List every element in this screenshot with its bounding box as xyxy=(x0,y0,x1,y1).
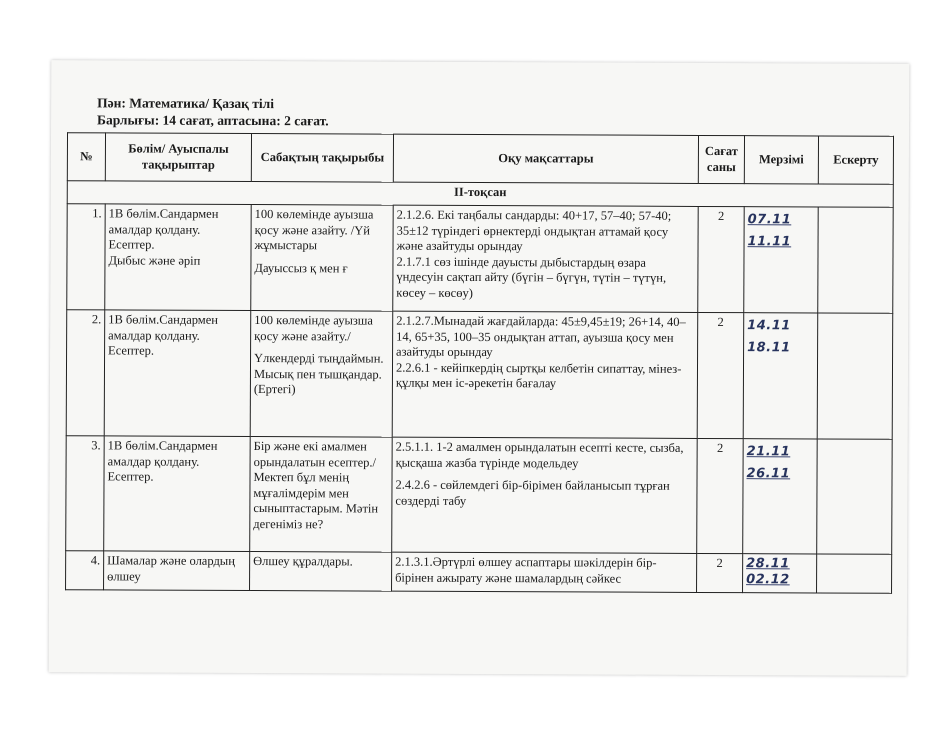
row-hours: 2 xyxy=(697,438,744,553)
col-header-topic: Сабақтың тақырыбы xyxy=(251,134,393,183)
lesson-plan-table xyxy=(65,132,894,594)
row-number: 1. xyxy=(67,204,105,310)
row-number: 4. xyxy=(66,551,104,590)
handwritten-date: 14.11 xyxy=(747,318,791,334)
row-section: 1В бөлім.Сандармен амалдар қолдану. Есептер. xyxy=(104,310,251,437)
document-page xyxy=(49,60,910,676)
row-section: Шамалар және олардың өлшеу xyxy=(104,551,250,591)
row-note xyxy=(817,439,893,554)
quarter-label: ІІ-тоқсан xyxy=(67,181,893,208)
document-header xyxy=(97,94,329,129)
row-number: 3. xyxy=(66,436,105,551)
row-topic: Бір және екі амалмен орындалатын есептер./ Мектеп бұл менің мұғалімдерім мен сыныптастарым. Мәтін дегеніміз не? xyxy=(250,437,393,553)
row-dates xyxy=(743,439,818,554)
table-row xyxy=(66,310,893,440)
table-header-row xyxy=(67,133,893,185)
row-hours: 2 xyxy=(698,206,744,312)
row-section: 1В бөлім.Сандармен амалдар қолдану. Есептер. xyxy=(104,436,251,552)
row-topic: Өлшеу құралдары. xyxy=(250,552,392,592)
table-row xyxy=(66,551,892,594)
row-objectives: 2.1.2.7.Мынадай жағдайларда: 45±9,45±19; 26+14, 40–14, 65+35, 100–35 ондықтан аттап, ауызша қосу мен азайтуды орындау 2.2.6.1 - кейіпкердің сыртқы келбетін сипаттау, мінез-құлқы мен іс-әрекетін бағалау xyxy=(392,311,698,438)
row-number: 2. xyxy=(66,310,105,436)
row-hours: 2 xyxy=(697,312,744,438)
row-note xyxy=(818,207,893,313)
handwritten-date: 26.11 xyxy=(746,466,791,482)
table-row xyxy=(66,436,892,555)
col-header-objectives: Оқу мақсаттары xyxy=(393,134,698,183)
row-objectives: 2.1.2.6. Екі таңбалы сандарды: 40+17, 57–40; 57-40; 35±12 түріндегі өрнектерді ондықтан аттамай қосу және азайтуды орындау 2.1.7.1 сөз ішінде дауысты дыбыстардың өзара үндесуін сақтап айту (бүгін – бүгүн, түтін – түтүн, көсеу – көсөу) xyxy=(393,205,698,312)
row-hours: 2 xyxy=(697,553,743,592)
col-header-section: Бөлім/ Ауыспалы тақырыптар xyxy=(105,133,251,182)
col-header-hours: Сағат саны xyxy=(698,135,744,183)
col-header-date: Мерзімі xyxy=(744,136,818,184)
handwritten-date: 02.12 xyxy=(746,572,790,588)
handwritten-date: 11.11 xyxy=(747,234,792,250)
row-topic: 100 көлемінде ауызша қосу және азайту./ Үлкендерді тыңдаймын. Мысық пен тышқандар. (Ертегі) xyxy=(250,311,393,438)
subject-line: Пән: Математика/ Қазақ тілі xyxy=(97,95,275,112)
handwritten-date: 07.11 xyxy=(747,212,792,228)
row-objectives: 2.5.1.1. 1-2 амалмен орындалатын есепті кесте, сызба, қысқаша жазба түрінде модельдеу 2.4.2.6 - сөйлемдегі бір-бірімен байланысып тұрған сөздерді табу xyxy=(392,437,697,553)
row-objectives: 2.1.3.1.Әртүрлі өлшеу аспаптары шәкілдерін бір-бірінен ажырату және шамалардың сәйкес xyxy=(392,552,697,592)
col-header-num: № xyxy=(67,133,105,181)
handwritten-date: 21.11 xyxy=(746,444,791,460)
handwritten-date: 18.11 xyxy=(747,340,791,356)
row-dates xyxy=(744,207,818,313)
hours-total-line: Барлығы: 14 сағат, аптасына: 2 сағат. xyxy=(97,112,329,129)
row-note xyxy=(817,313,893,439)
row-section: 1В бөлім.Сандармен амалдар қолдану. Есептер. Дыбыс және әріп xyxy=(105,204,251,311)
table-row xyxy=(67,204,893,314)
row-dates xyxy=(743,554,817,593)
row-dates xyxy=(743,313,818,439)
handwritten-date: 28.11 xyxy=(746,556,790,572)
row-topic: 100 көлемінде ауызша қосу және азайту. /Үй жұмыстары Дауыссыз қ мен ғ xyxy=(251,205,393,312)
row-note xyxy=(817,554,892,593)
col-header-note: Ескерту xyxy=(818,136,893,184)
